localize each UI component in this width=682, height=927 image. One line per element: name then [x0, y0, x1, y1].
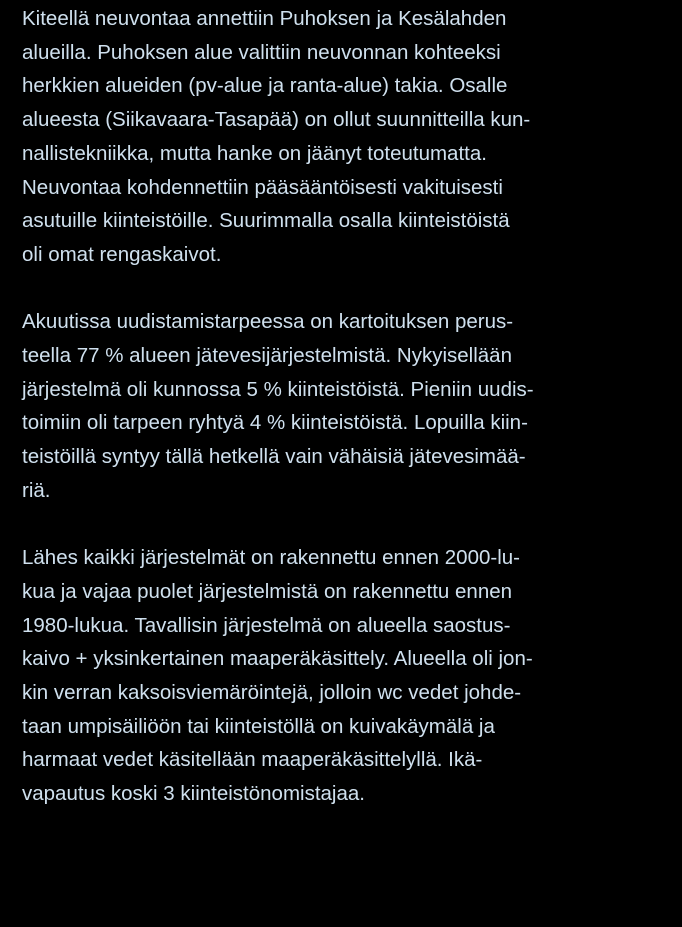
text-line: herkkien alueiden (pv-alue ja ranta-alue) takia. Osalle — [22, 74, 508, 98]
text-line: kua ja vajaa puolet järjestelmistä on rakennettu ennen — [22, 579, 513, 603]
paragraph-jarjestelmat — [22, 541, 662, 811]
paragraph-uudistamistarve — [22, 305, 662, 507]
paragraph-neuvonta-alueet — [22, 2, 662, 272]
text-line: asutuille kiinteistöille. Suurimmalla osalla kiinteistöistä — [22, 209, 510, 233]
text-line: alueesta (Siikavaara-Tasapää) on ollut suunnitteilla kun- — [22, 108, 531, 132]
text-line: vapautus koski 3 kiinteistönomistajaa. — [22, 782, 365, 806]
text-line: teistöillä syntyy tällä hetkellä vain vähäisiä jätevesimää- — [22, 445, 526, 469]
text-line: oli omat rengaskaivot. — [22, 242, 222, 266]
document-page — [22, 2, 662, 811]
text-line: toimiin oli tarpeen ryhtyä 4 % kiinteistöistä. Lopuilla kiin- — [22, 411, 528, 435]
text-line: järjestelmä oli kunnossa 5 % kiinteistöistä. Pieniin uudis- — [22, 377, 534, 401]
text-line: Lähes kaikki järjestelmät on rakennettu ennen 2000-lu- — [22, 546, 520, 570]
text-line: Kiteellä neuvontaa annettiin Puhoksen ja Kesälahden — [22, 7, 507, 30]
text-line: Akuutissa uudistamistarpeessa on kartoituksen perus- — [22, 310, 514, 334]
text-line: teella 77 % alueen jätevesijärjestelmistä. Nykyisellään — [22, 344, 512, 368]
text-line: harmaat vedet käsitellään maaperäkäsittelyllä. Ikä- — [22, 748, 483, 772]
text-line: 1980-lukua. Tavallisin järjestelmä on alueella saostus- — [22, 613, 511, 637]
text-line: Neuvontaa kohdennettiin pääsääntöisesti vakituisesti — [22, 175, 503, 199]
text-line: kaivo + yksinkertainen maaperäkäsittely. Alueella oli jon- — [22, 647, 533, 671]
text-line: kin verran kaksoisviemäröintejä, jolloin wc vedet johde- — [22, 681, 522, 705]
text-line: taan umpisäiliöön tai kiinteistöllä on kuivakäymälä ja — [22, 714, 495, 738]
text-line: nallistekniikka, mutta hanke on jäänyt toteutumatta. — [22, 141, 487, 165]
text-line: alueilla. Puhoksen alue valittiin neuvonnan kohteeksi — [22, 40, 501, 64]
text-line: riä. — [22, 478, 51, 502]
